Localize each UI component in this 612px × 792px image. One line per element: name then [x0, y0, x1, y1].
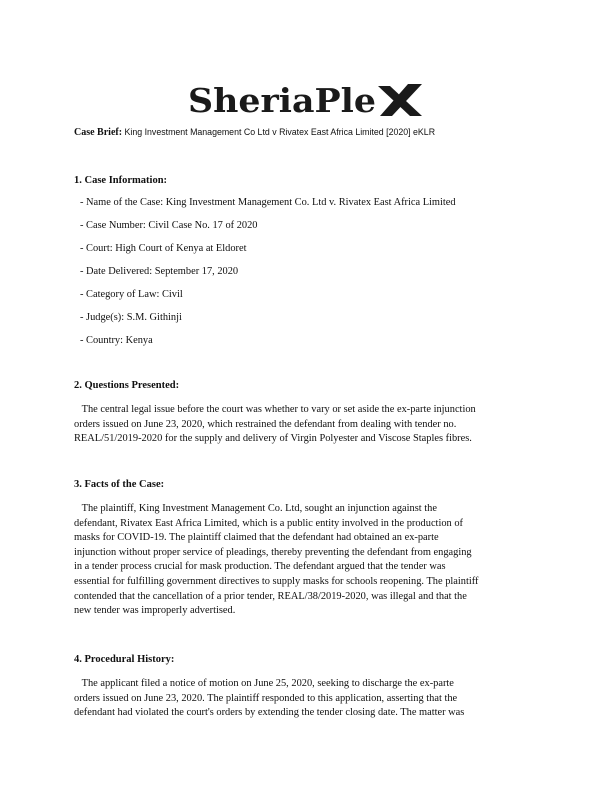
paragraph-line: in a tender process crucial for mask production. The defendant argued that the tender was — [74, 561, 446, 573]
logo-text: SheriaPle — [188, 81, 376, 120]
paragraph-line: defendant, Rivatex East Africa Limited, which is a public entity involved in the production of — [74, 517, 463, 529]
paragraph-line: orders issued on June 23, 2020, which restrained the defendant from dealing with tender no. — [74, 418, 457, 430]
info-item-date-delivered: - Date Delivered: September 17, 2020 — [80, 266, 239, 277]
section-heading-procedural-history: 4. Procedural History: — [74, 654, 175, 665]
paragraph-line: injunction without proper service of pleadings, thereby preventing the defendant from engaging — [74, 546, 472, 558]
facts-paragraph — [74, 502, 544, 619]
case-brief-label: Case Brief: — [74, 127, 123, 138]
paragraph-line: The applicant filed a notice of motion on June 25, 2020, seeking to discharge the ex-parte — [74, 678, 454, 689]
info-item-country: - Country: Kenya — [80, 335, 153, 346]
procedural-history-paragraph — [74, 677, 544, 721]
case-brief-line — [74, 127, 435, 138]
section-heading-facts-of-the-case: 3. Facts of the Case: — [74, 479, 165, 490]
info-item-case-name: - Name of the Case: King Investment Management Co. Ltd v. Rivatex East Africa Limited — [80, 197, 456, 208]
logo-wordmark — [186, 76, 426, 120]
paragraph-line: essential for fulfilling government directives to supply masks for schools reopening. The plaintiff — [74, 575, 479, 587]
sheriaplex-logo — [0, 76, 612, 120]
paragraph-line: new tender was improperly advertised. — [74, 605, 236, 617]
paragraph-line: The plaintiff, King Investment Management Co. Ltd, sought an injunction against the — [74, 503, 437, 514]
paragraph-line: masks for COVID-19. The plaintiff claimed that the defendant had obtained an ex-parte — [74, 532, 439, 544]
paragraph-line: The central legal issue before the court was whether to vary or set aside the ex-parte injunction — [74, 404, 476, 415]
section-heading-questions-presented: 2. Questions Presented: — [74, 380, 180, 391]
questions-presented-paragraph — [74, 403, 544, 447]
case-brief-title: King Investment Management Co Ltd v Rivatex East Africa Limited [2020] eKLR — [124, 127, 436, 137]
paragraph-line: defendant had violated the court's orders by extending the tender closing date. The matter was — [74, 707, 465, 719]
paragraph-line: REAL/51/2019-2020 for the supply and delivery of Virgin Polyester and Viscose Staples fibres. — [74, 433, 472, 445]
logo-x-mark — [378, 84, 422, 116]
section-heading-case-information: 1. Case Information: — [74, 175, 168, 186]
info-item-category-of-law: - Category of Law: Civil — [80, 289, 183, 300]
info-item-judges: - Judge(s): S.M. Githinji — [80, 312, 182, 323]
paragraph-line: contended that the cancellation of a prior tender, REAL/38/2019-2020, was illegal and that the — [74, 590, 467, 602]
paragraph-line: orders issued on June 23, 2020. The plaintiff responded to this application, asserting that the — [74, 692, 458, 704]
info-item-case-number: - Case Number: Civil Case No. 17 of 2020 — [80, 220, 258, 231]
info-item-court: - Court: High Court of Kenya at Eldoret — [80, 243, 247, 254]
